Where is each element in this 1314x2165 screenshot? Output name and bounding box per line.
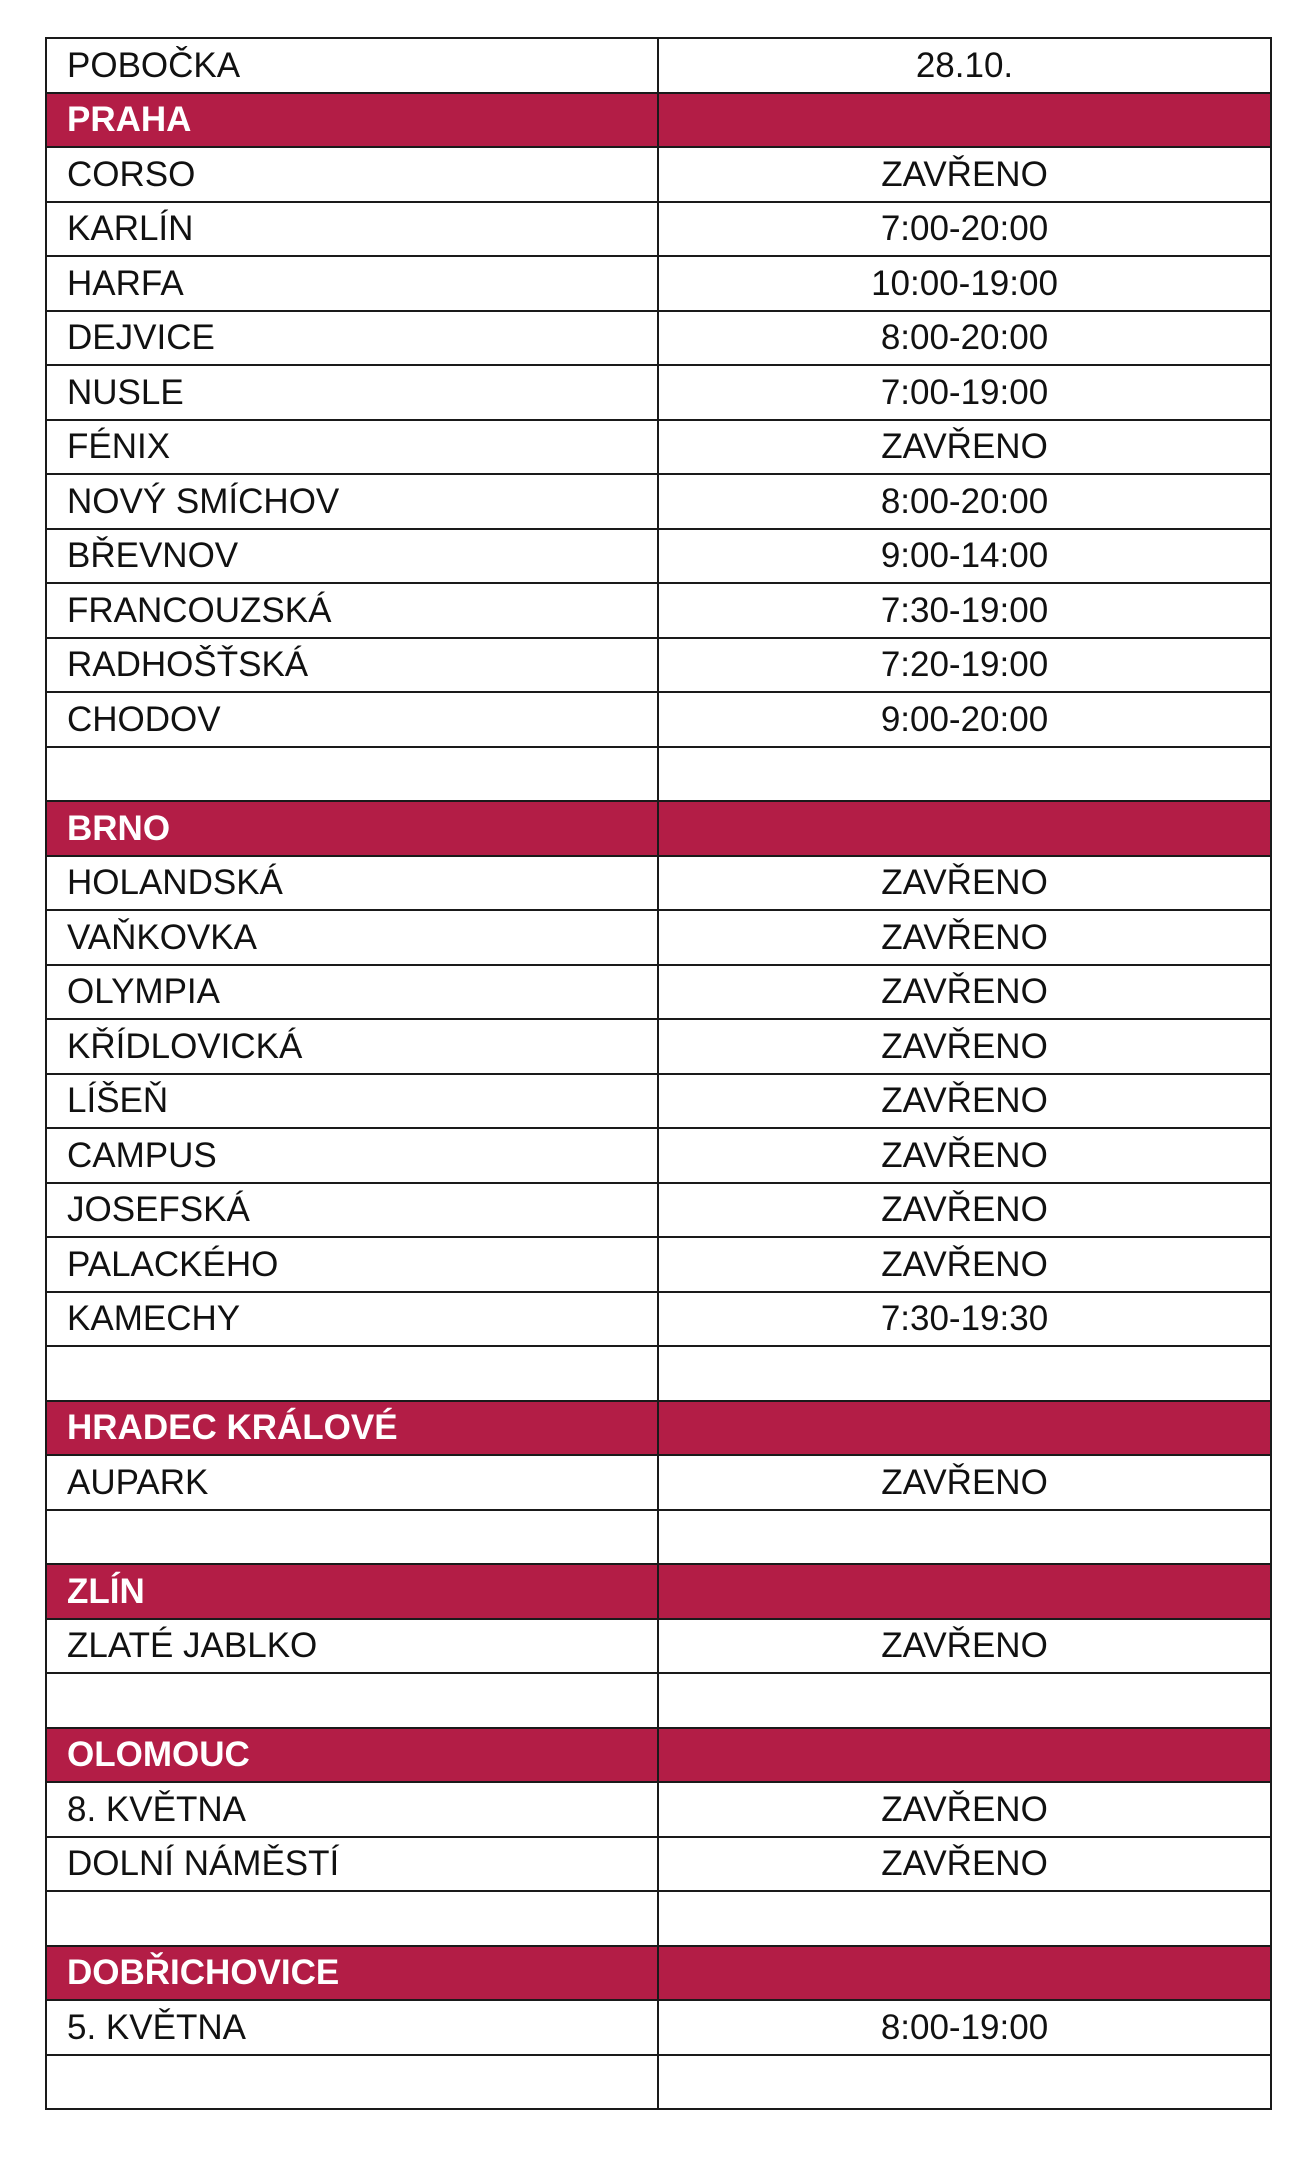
branch-name: NOVÝ SMÍCHOV	[46, 474, 658, 529]
empty-cell	[46, 2055, 658, 2110]
region-name: HRADEC KRÁLOVÉ	[46, 1401, 658, 1456]
branch-hours: ZAVŘENO	[658, 1183, 1271, 1238]
header-row	[46, 38, 1271, 93]
region-name: PRAHA	[46, 93, 658, 148]
branch-hours: 7:30-19:00	[658, 583, 1271, 638]
branch-hours: 9:00-14:00	[658, 529, 1271, 584]
branch-name: NUSLE	[46, 365, 658, 420]
branch-hours: ZAVŘENO	[658, 1074, 1271, 1129]
empty-cell	[46, 1891, 658, 1946]
branch-row	[46, 256, 1271, 311]
branch-hours: 8:00-19:00	[658, 2000, 1271, 2055]
branch-row	[46, 1619, 1271, 1674]
branch-row	[46, 1782, 1271, 1837]
branch-name: KŘÍDLOVICKÁ	[46, 1019, 658, 1074]
branch-name: FÉNIX	[46, 420, 658, 475]
branch-name: OLYMPIA	[46, 965, 658, 1020]
branch-name: JOSEFSKÁ	[46, 1183, 658, 1238]
branch-row	[46, 1292, 1271, 1347]
branch-hours: ZAVŘENO	[658, 1782, 1271, 1837]
empty-cell	[658, 2055, 1271, 2110]
branch-row	[46, 202, 1271, 257]
region-hours-cell	[658, 1401, 1271, 1456]
branch-column-header: POBOČKA	[46, 38, 658, 93]
branch-name: KAMECHY	[46, 1292, 658, 1347]
branch-hours: ZAVŘENO	[658, 1455, 1271, 1510]
branch-hours: ZAVŘENO	[658, 1619, 1271, 1674]
branch-hours: ZAVŘENO	[658, 965, 1271, 1020]
branch-hours: 8:00-20:00	[658, 474, 1271, 529]
region-row	[46, 801, 1271, 856]
branch-row	[46, 147, 1271, 202]
region-hours-cell	[658, 1946, 1271, 2001]
region-name: DOBŘICHOVICE	[46, 1946, 658, 2001]
branch-row	[46, 1128, 1271, 1183]
empty-row	[46, 1510, 1271, 1565]
branch-name: PALACKÉHO	[46, 1237, 658, 1292]
empty-row	[46, 1891, 1271, 1946]
empty-cell	[46, 747, 658, 802]
branch-row	[46, 311, 1271, 366]
empty-cell	[46, 1346, 658, 1401]
branch-name: DEJVICE	[46, 311, 658, 366]
branch-row	[46, 910, 1271, 965]
branch-row	[46, 1074, 1271, 1129]
region-name: OLOMOUC	[46, 1728, 658, 1783]
empty-cell	[658, 1346, 1271, 1401]
branch-row	[46, 638, 1271, 693]
branch-name: ZLATÉ JABLKO	[46, 1619, 658, 1674]
empty-row	[46, 1346, 1271, 1401]
branch-hours: ZAVŘENO	[658, 1128, 1271, 1183]
branch-name: 8. KVĚTNA	[46, 1782, 658, 1837]
empty-cell	[658, 1891, 1271, 1946]
branch-hours: ZAVŘENO	[658, 1019, 1271, 1074]
branch-name: HARFA	[46, 256, 658, 311]
empty-row	[46, 1673, 1271, 1728]
branch-row	[46, 1183, 1271, 1238]
branch-name: 5. KVĚTNA	[46, 2000, 658, 2055]
branch-hours: ZAVŘENO	[658, 1837, 1271, 1892]
branch-hours: 7:00-19:00	[658, 365, 1271, 420]
branch-name: RADHOŠŤSKÁ	[46, 638, 658, 693]
branch-name: KARLÍN	[46, 202, 658, 257]
branch-hours: ZAVŘENO	[658, 1237, 1271, 1292]
empty-row	[46, 2055, 1271, 2110]
empty-cell	[46, 1673, 658, 1728]
branch-hours: 7:30-19:30	[658, 1292, 1271, 1347]
region-row	[46, 93, 1271, 148]
region-row	[46, 1946, 1271, 2001]
region-name: ZLÍN	[46, 1564, 658, 1619]
branch-hours: 9:00-20:00	[658, 692, 1271, 747]
branch-hours: ZAVŘENO	[658, 147, 1271, 202]
empty-cell	[658, 1510, 1271, 1565]
opening-hours-table	[45, 37, 1272, 2110]
branch-row	[46, 856, 1271, 911]
branch-row	[46, 692, 1271, 747]
branch-row	[46, 1019, 1271, 1074]
branch-row	[46, 420, 1271, 475]
branch-name: VAŇKOVKA	[46, 910, 658, 965]
region-hours-cell	[658, 1564, 1271, 1619]
branch-row	[46, 583, 1271, 638]
branch-hours: ZAVŘENO	[658, 910, 1271, 965]
empty-cell	[658, 1673, 1271, 1728]
branch-row	[46, 474, 1271, 529]
region-name: BRNO	[46, 801, 658, 856]
branch-row	[46, 2000, 1271, 2055]
branch-row	[46, 1837, 1271, 1892]
region-row	[46, 1401, 1271, 1456]
branch-name: CORSO	[46, 147, 658, 202]
branch-hours: 8:00-20:00	[658, 311, 1271, 366]
empty-cell	[658, 747, 1271, 802]
branch-hours: ZAVŘENO	[658, 420, 1271, 475]
date-column-header: 28.10.	[658, 38, 1271, 93]
branch-name: AUPARK	[46, 1455, 658, 1510]
region-row	[46, 1728, 1271, 1783]
branch-name: DOLNÍ NÁMĚSTÍ	[46, 1837, 658, 1892]
empty-row	[46, 747, 1271, 802]
branch-row	[46, 965, 1271, 1020]
branch-hours: 10:00-19:00	[658, 256, 1271, 311]
branch-hours: 7:20-19:00	[658, 638, 1271, 693]
region-hours-cell	[658, 801, 1271, 856]
branch-name: FRANCOUZSKÁ	[46, 583, 658, 638]
region-hours-cell	[658, 93, 1271, 148]
branch-row	[46, 529, 1271, 584]
branch-name: LÍŠEŇ	[46, 1074, 658, 1129]
branch-row	[46, 1237, 1271, 1292]
branch-row	[46, 365, 1271, 420]
branch-row	[46, 1455, 1271, 1510]
branch-name: HOLANDSKÁ	[46, 856, 658, 911]
region-row	[46, 1564, 1271, 1619]
branch-name: BŘEVNOV	[46, 529, 658, 584]
branch-name: CHODOV	[46, 692, 658, 747]
table-body	[46, 38, 1271, 2109]
region-hours-cell	[658, 1728, 1271, 1783]
branch-name: CAMPUS	[46, 1128, 658, 1183]
empty-cell	[46, 1510, 658, 1565]
branch-hours: 7:00-20:00	[658, 202, 1271, 257]
branch-hours: ZAVŘENO	[658, 856, 1271, 911]
